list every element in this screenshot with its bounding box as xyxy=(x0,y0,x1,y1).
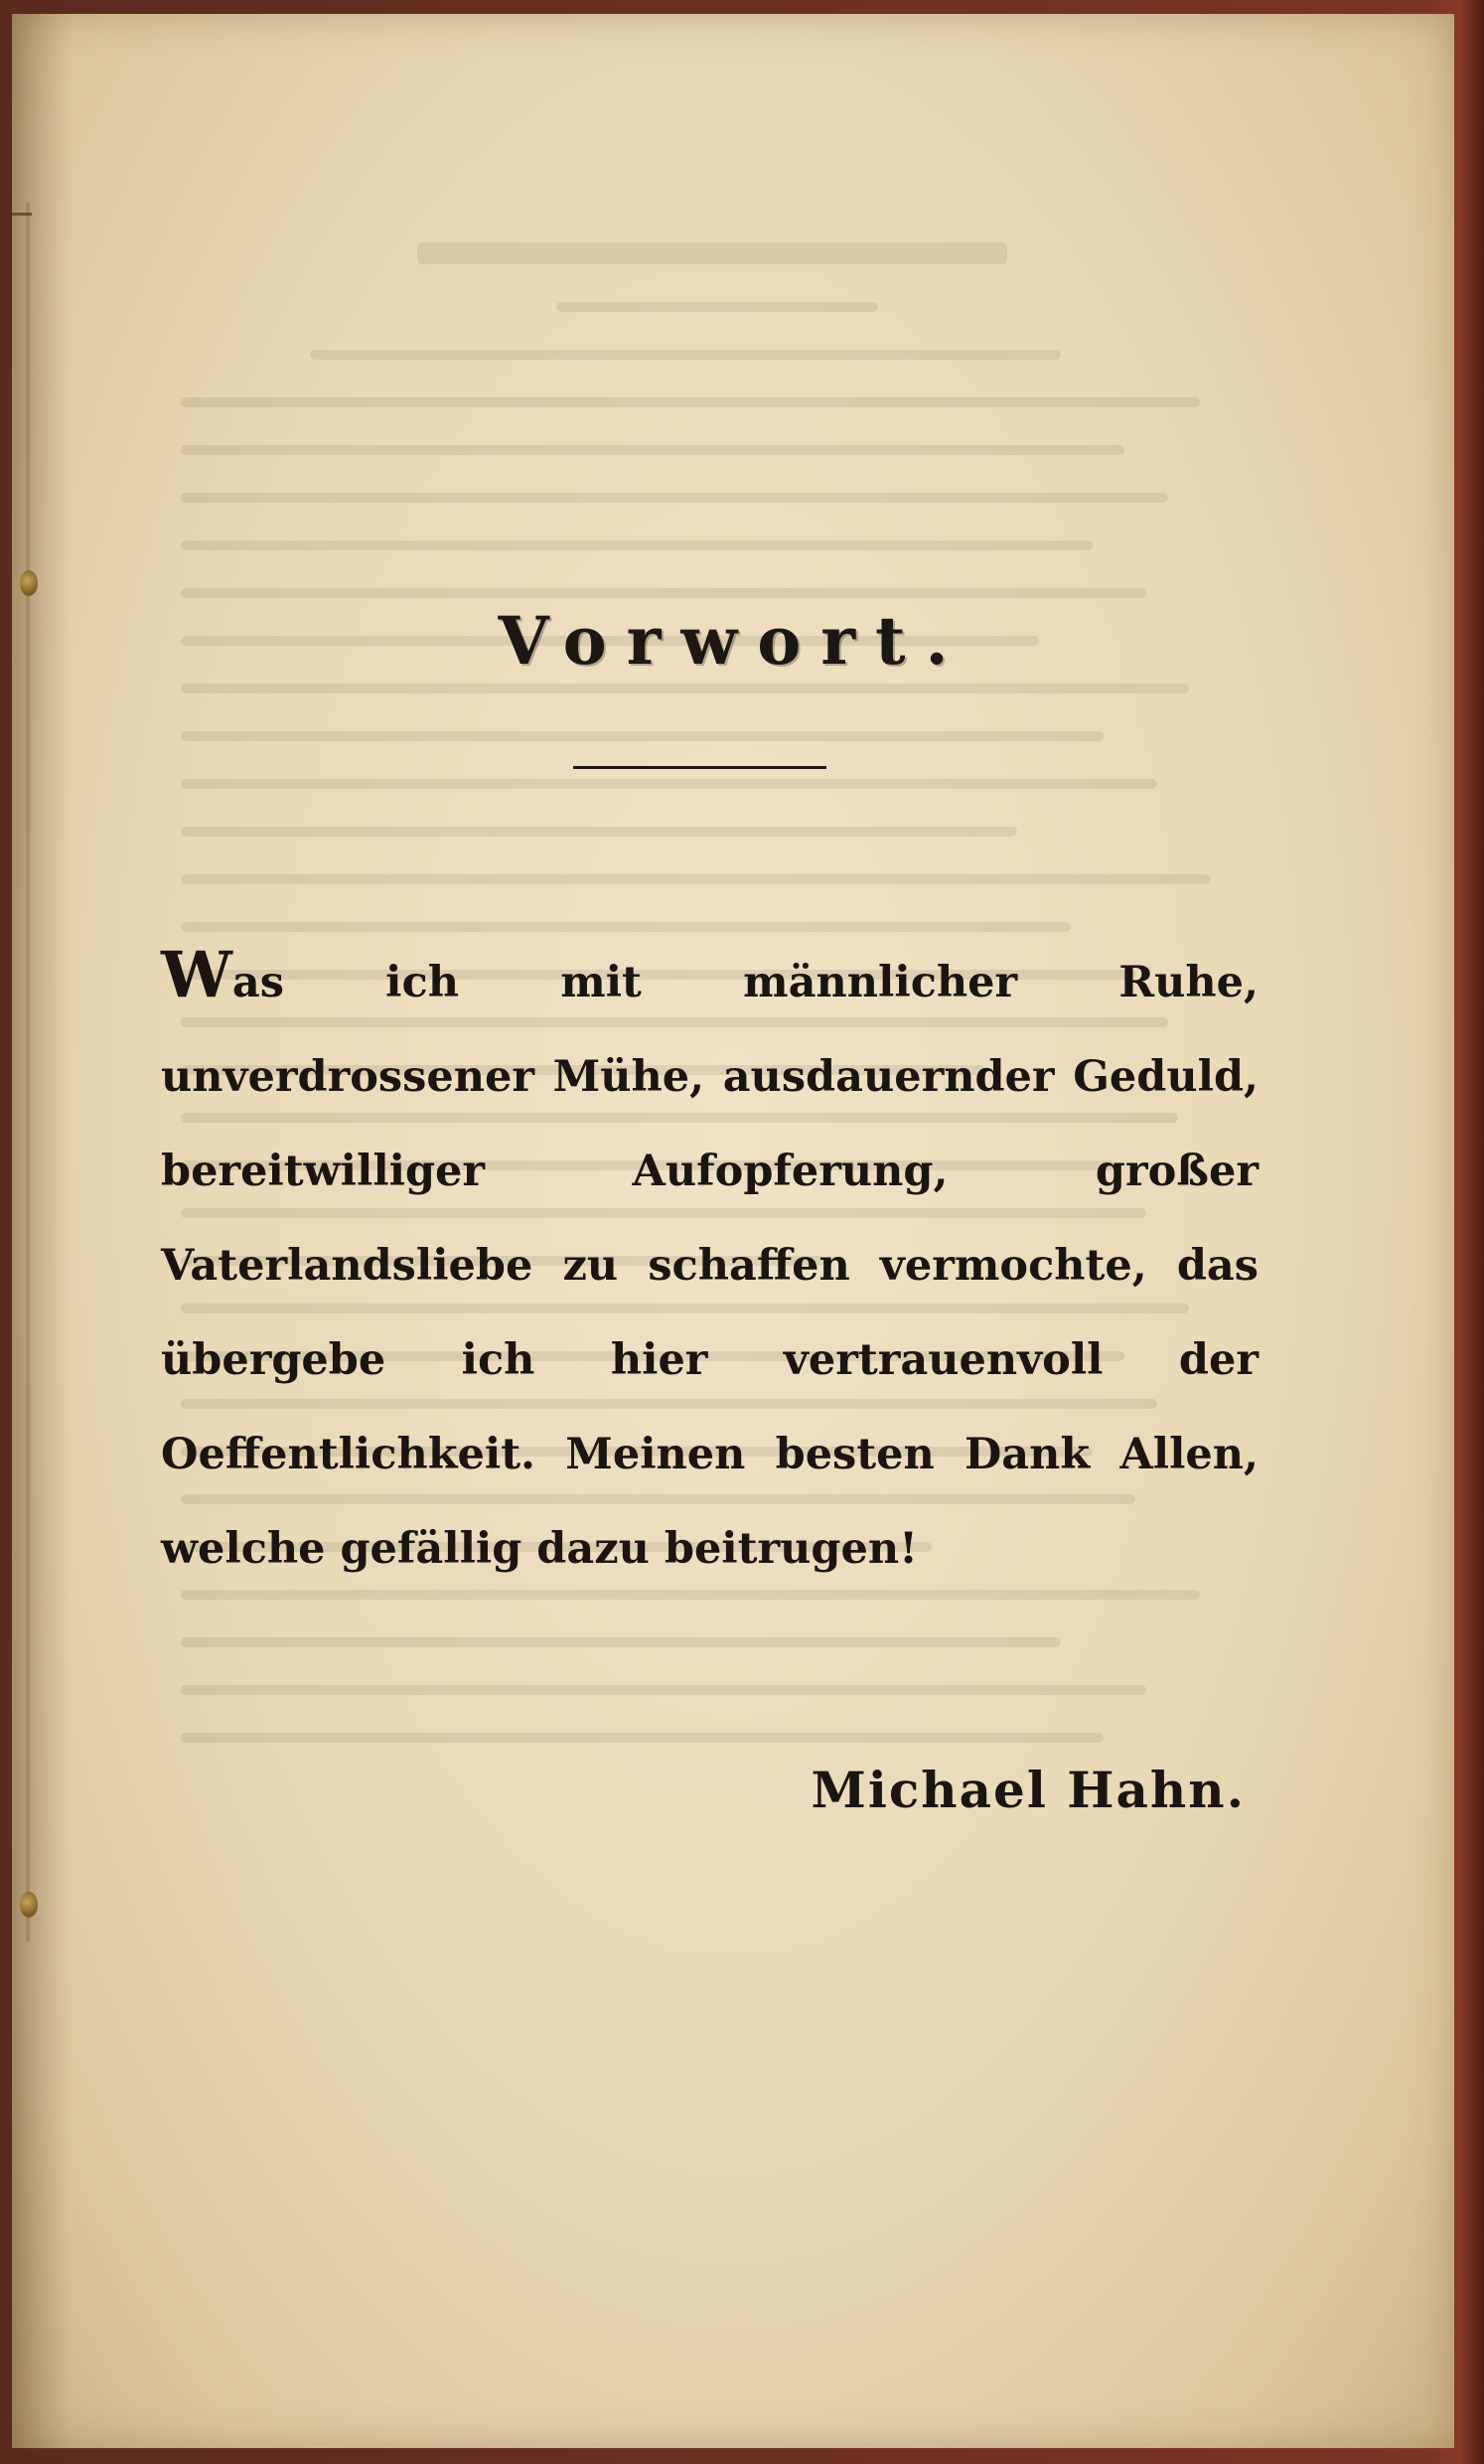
author-signature: Michael Hahn. xyxy=(811,1761,1246,1819)
binding-pin xyxy=(12,213,32,216)
drop-cap: W xyxy=(161,938,232,1012)
gutter-shadow xyxy=(12,14,72,2448)
title-rule xyxy=(573,766,826,769)
binding-staple-top xyxy=(20,570,38,596)
foreword-text: as ich mit männlicher Ruhe, unverdrossener Mühe, ausdauernder Geduld, bereitwilliger Aufopferung, großer Vaterlandsliebe zu schaffen vermochte, das übergebe ich hier vertrauenvoll der Oeffentlichkeit. Meinen besten Dank Allen, welche gefällig dazu beitrugen! xyxy=(161,958,1259,1574)
book-page xyxy=(12,14,1454,2448)
binding-staple-bottom xyxy=(20,1892,38,1918)
page-title: Vorwort. xyxy=(498,602,968,680)
binding-thread xyxy=(26,203,30,1941)
foreword-paragraph xyxy=(161,936,1259,1597)
